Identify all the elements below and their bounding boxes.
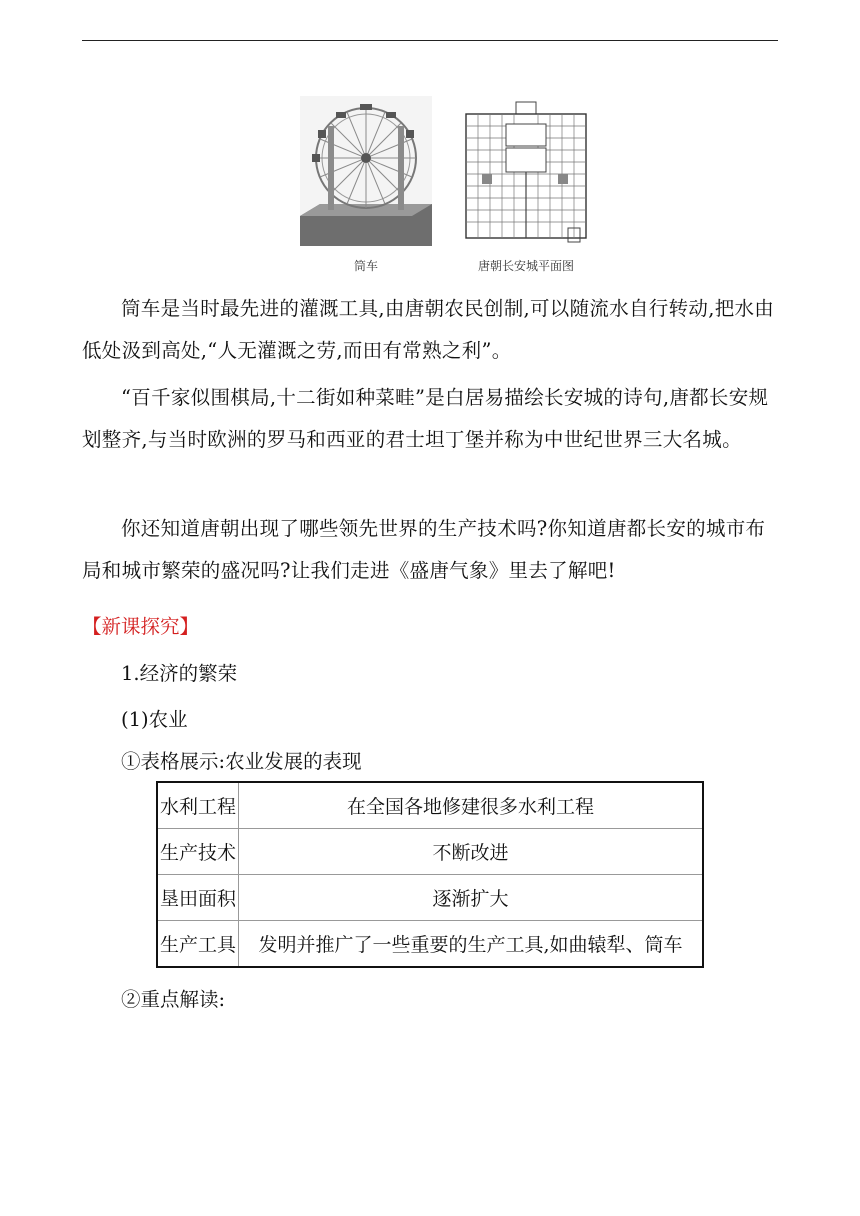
item-economy: 1.经济的繁荣 bbox=[121, 662, 238, 685]
changan-city-plan-image bbox=[458, 100, 594, 248]
table-key-cell: 水利工程 bbox=[157, 782, 239, 829]
table-row bbox=[157, 782, 703, 829]
table-key-cell: 生产工具 bbox=[157, 921, 239, 968]
table-row bbox=[157, 875, 703, 921]
header-rule bbox=[82, 40, 778, 41]
changan-city-plan-caption: 唐朝长安城平面图 bbox=[477, 259, 574, 273]
table-value-cell: 在全国各地修建很多水利工程 bbox=[239, 782, 703, 829]
water-wheel-caption: 筒车 bbox=[353, 259, 378, 273]
table-key-cell: 垦田面积 bbox=[157, 875, 239, 921]
item-table-intro: ①表格展示:农业发展的表现 bbox=[121, 750, 362, 773]
table-row bbox=[157, 921, 703, 968]
section-heading: 【新课探究】 bbox=[82, 615, 200, 638]
table-value-cell: 发明并推广了一些重要的生产工具,如曲辕犁、筒车 bbox=[239, 921, 703, 968]
table-key-cell: 生产技术 bbox=[157, 829, 239, 875]
agriculture-table bbox=[156, 781, 704, 968]
paragraph-water-wheel: 筒车是当时最先进的灌溉工具,由唐朝农民创制,可以随流水自行转动,把水由低处汲到高处,“人无灌溉之劳,而田有常熟之利”。 bbox=[82, 297, 775, 362]
table-row bbox=[157, 829, 703, 875]
paragraph-question: 你还知道唐朝出现了哪些领先世界的生产技术吗?你知道唐都长安的城市布局和城市繁荣的盛况吗?让我们走进《盛唐气象》里去了解吧! bbox=[82, 517, 766, 582]
water-wheel-image bbox=[300, 96, 432, 246]
paragraph-changan: “百千家似围棋局,十二街如种菜畦”是白居易描绘长安城的诗句,唐都长安规划整齐,与当时欧洲的罗马和西亚的君士坦丁堡并称为中世纪世界三大名城。 bbox=[82, 386, 769, 451]
item-agriculture: (1)农业 bbox=[121, 708, 188, 731]
key-reading-label: ②重点解读: bbox=[121, 988, 226, 1011]
table-value-cell: 逐渐扩大 bbox=[239, 875, 703, 921]
table-value-cell: 不断改进 bbox=[239, 829, 703, 875]
